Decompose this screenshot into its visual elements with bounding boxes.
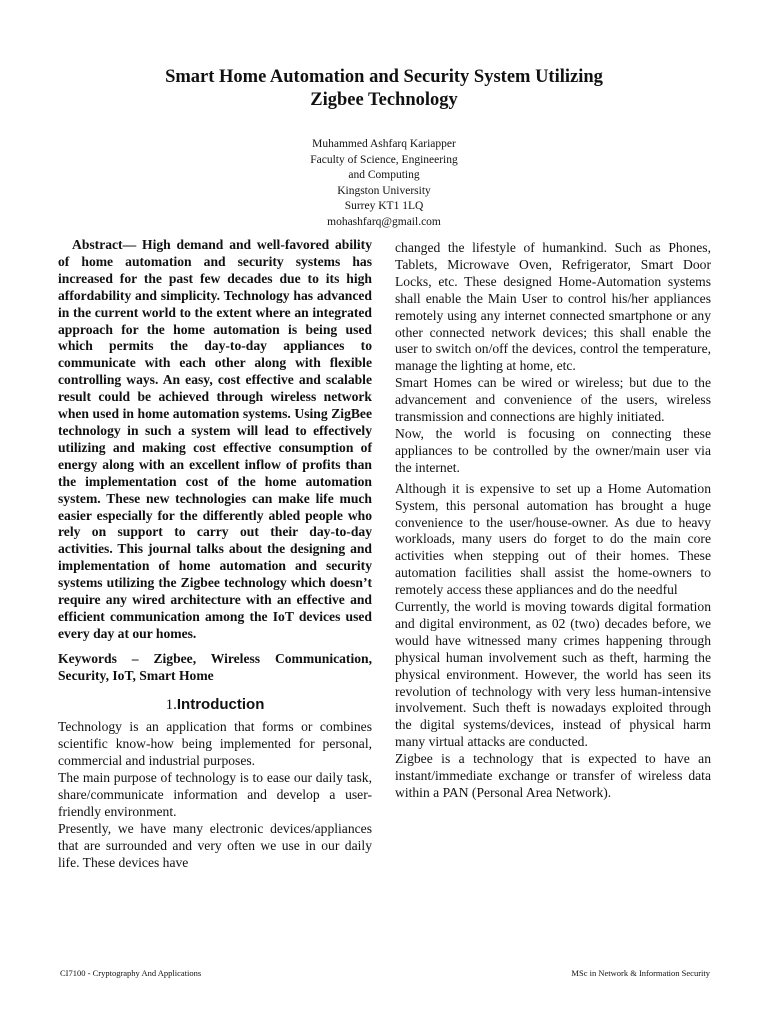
- paragraph: Smart Homes can be wired or wireless; but due to the advancement and convenience of the users, wireless transmission and connections are highly initiated.: [395, 375, 711, 425]
- keywords: Keywords – Zigbee, Wireless Communication, Security, IoT, Smart Home: [58, 650, 372, 683]
- paragraph: Technology is an application that forms or combines scientific know-how being implemented for personal, commercial and industrial purposes.: [58, 719, 372, 769]
- paragraph: changed the lifestyle of humankind. Such as Phones, Tablets, Microwave Oven, Refrigerator, Smart Door Locks, etc. These designed Home-Automation systems shall enable the Main User to control his/her appliances remotely using any internet connected smartphone or any other connected network devices; this shall enable the user to switch on/off the devices, control the temperature, manage the lighting at home, etc.: [395, 240, 711, 374]
- left-column: [58, 237, 372, 872]
- right-column: [395, 240, 711, 802]
- footer-program: MSc in Network & Information Security: [571, 968, 710, 978]
- paper-title-line-1: Smart Home Automation and Security System Utilizing: [165, 67, 603, 87]
- author-affiliation-2: and Computing: [348, 169, 420, 182]
- paper-title: [0, 66, 768, 112]
- paragraph: Zigbee is a technology that is expected to have an instant/immediate exchange or transfer of wireless data within a PAN (Personal Area Network).: [395, 751, 711, 800]
- section-heading: [58, 697, 372, 714]
- paragraph: The main purpose of technology is to ease our daily task, share/communicate information and develop a user-friendly environment.: [58, 770, 372, 819]
- author-affiliation-1: Faculty of Science, Engineering: [310, 153, 458, 166]
- section-title: Introduction: [176, 695, 265, 713]
- abstract: Abstract— High demand and well-favored ability of home automation and security systems has increased for the past few decades due to its high affordability and simplicity. Technology has advanced in the current world to the extent where an integrated approach for the home automation is being used which permits the day-to-day appliances to communicate with each other along with flexible controlling ways. An easy, cost effective and scalable result could be achieved through wireless network when used in home automation systems. Using ZigBee technology in such a system will lead to effectively utilizing and making cost effective consumption of energy along with an excellent inflow of profits than the implementation cost of the home automation system. These new technologies can make life much easier especially for the differently abled people who rely on support to carry out their day-to-day activities. This journal talks about the designing and implementation of home automation and security systems utilizing the Zigbee technology which doesn’t require any wired architecture with an effective and efficient communication among the IoT devices used every day at our homes.: [58, 237, 372, 641]
- paper-title-line-2: Zigbee Technology: [310, 90, 458, 110]
- author-address: Surrey KT1 1LQ: [344, 200, 424, 213]
- paragraph: Now, the world is focusing on connecting these appliances to be controlled by the owner/main user via the internet.: [395, 425, 711, 475]
- paragraph: Presently, we have many electronic devices/appliances that are surrounded and very often we use in our daily life. These devices have: [58, 820, 372, 870]
- author-name: Muhammed Ashfarq Kariapper: [312, 138, 456, 150]
- author-email[interactable]: mohashfarq@gmail.com: [327, 215, 441, 228]
- author-university: Kingston University: [337, 184, 431, 197]
- footer-course: CI7100 - Cryptography And Applications: [60, 968, 202, 978]
- paragraph: Although it is expensive to set up a Home Automation System, this personal automation has brought a huge convenience to the user/house-owner. As due to heavy workloads, many users do forget to do the main core activities when stepping out of their homes. These automation facilities shall assist the home-owners to remotely access these appliances and do the needful: [395, 480, 711, 598]
- author-block: [0, 137, 768, 231]
- section-number: 1.: [165, 696, 177, 713]
- paragraph: Currently, the world is moving towards digital formation and digital environment, as 02 (two) decades before, we would have witnessed many crimes happening through physical human involvement such as theft, harming the physical environment. However, the world has seen its revolution of technology with very less human-intensive involvement. Such theft is nowadays exploited through the digital systems/devices, instead of physical harm many virtual attacks are conducted.: [395, 599, 711, 750]
